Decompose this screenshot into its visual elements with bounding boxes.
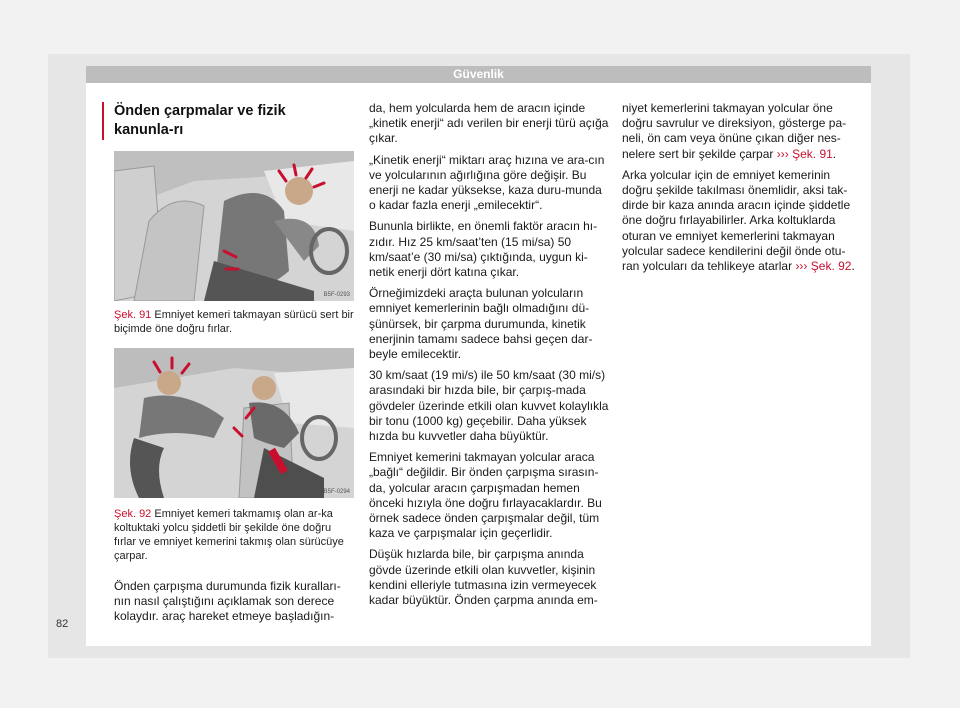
section-accent-rule xyxy=(102,102,104,140)
figure-code: B5F-0293 xyxy=(323,292,350,298)
figure-code: B5F-0294 xyxy=(323,489,350,495)
column-3-text xyxy=(622,101,862,280)
cross-ref-arrow: ››› xyxy=(776,146,789,161)
cross-ref-arrow: ››› xyxy=(795,259,808,274)
figure-91-caption xyxy=(114,308,354,336)
figure-92-link[interactable]: Şek. 92 xyxy=(810,259,852,274)
paragraph-text: Arka yolcular için de emniyet kemerinin doğru şekilde takılması önemlidir, aksi tak-dirde bir kaza anında aracın içinde şiddetle öne doğru fırlayabilirler. Arka koltuklarda oturan ve emniyet kemerlerini takmayan yolcular sadece kendilerini değil önde otu-ran yolcuları da tehlikeye atarlar xyxy=(622,167,851,274)
figure-92-image xyxy=(114,348,354,498)
figure-92-ref: Şek. 92 xyxy=(114,508,152,520)
paragraph: da, hem yolcularda hem de aracın içinde „kinetik enerji“ adı verilen bir enerji türü açığa çıkar. xyxy=(369,101,609,146)
section-title: Önden çarpmalar ve fizik kanunla-rı xyxy=(114,103,286,138)
driver-illustration xyxy=(114,151,354,301)
paragraph: Örneğimizdeki araçta bulunan yolcuların emniyet kemerlerinin bağlı olmadığını dü-şünürsek, bir çarpma durumunda, kinetik enerjinin tamamı sadece bahsi geçen dar-beyle emilecektir. xyxy=(369,286,593,362)
figure-91-link[interactable]: Şek. 91 xyxy=(792,146,833,161)
page-number: 82 xyxy=(56,618,69,630)
column-1-text xyxy=(114,579,354,631)
figure-91-image xyxy=(114,151,354,301)
paragraph: 30 km/saat (19 mi/s) ile 50 km/saat (30 mi/s) arasındaki bir hızda bile, bir çarpış-mada gövdeler üzerinde etkili olan kuvvet kolaylıkla bir tonu (1000 kg) geçebilir. Daha yüksek hızda bu kuvvetler daha büyüktür. xyxy=(369,368,609,444)
figure-92-caption xyxy=(114,507,354,563)
paragraph: Düşük hızlarda bile, bir çarpışma anında gövde üzerinde etkili olan kuvvetler, kişinin kendini elleriyle tutmasına izin vermeyecek kadar büyüktür. Önden çarpma anında em- xyxy=(369,547,598,608)
figure-91-caption-text: Emniyet kemeri takmayan sürücü sert bir biçimde öne doğru fırlar. xyxy=(114,309,354,335)
punctuation: . xyxy=(832,146,837,161)
paragraph: „Kinetik enerji“ miktarı araç hızına ve ara-cın ve yolcularının ağırlığına göre değişir. Bu enerji ne kadar yüksekse, kaza duru-munda o kadar fazla enerji „emilecektir“. xyxy=(369,152,605,213)
paragraph: Bununla birlikte, en önemli faktör aracın hı-zıdır. Hız 25 km/saat’ten (15 mi/sa) 50 km/saat’e (30 mi/sa) çıktığında, uygun ki-netik enerji dört katına çıkar. xyxy=(369,219,598,280)
paragraph-text: niyet kemerlerini takmayan yolcular öne doğru savrulur ve direksiyon, gösterge pa-neli, ön cam veya önüne çıkan diğer nes-nelere sert bir şekilde çarpar xyxy=(622,101,847,161)
punctuation: . xyxy=(851,259,855,274)
chapter-header: Güvenlik xyxy=(86,66,871,83)
rear-passenger-illustration xyxy=(114,348,354,498)
paragraph: Önden çarpışma durumunda fizik kuralları-nın nasıl çalıştığını açıklamak son derece kolaydır. araç hareket etmeye başladığın- xyxy=(114,579,341,624)
column-2-text xyxy=(369,101,609,614)
figure-92-caption-text: Emniyet kemeri takmamış olan ar-ka koltuktaki yolcu şiddetli bir şekilde öne doğru fırlar ve emniyet kemerini takmış olan sürücüye çarpar. xyxy=(114,508,344,562)
paragraph xyxy=(622,168,862,274)
document-sheet xyxy=(86,66,871,646)
page-background xyxy=(48,54,910,658)
paragraph: Emniyet kemerini takmayan yolcular araca „bağlı“ değildir. Bir önden çarpışma sırasın-da, yolcular aracın çarpışmadan hemen önceki hızıyla öne doğru fırlayacaklardır. Bu örnek sadece önden çarpışmalar değil, tüm kaza ve çarpışmalar için geçerlidir. xyxy=(369,450,602,541)
figure-91-ref: Şek. 91 xyxy=(114,309,152,321)
paragraph xyxy=(622,101,862,162)
